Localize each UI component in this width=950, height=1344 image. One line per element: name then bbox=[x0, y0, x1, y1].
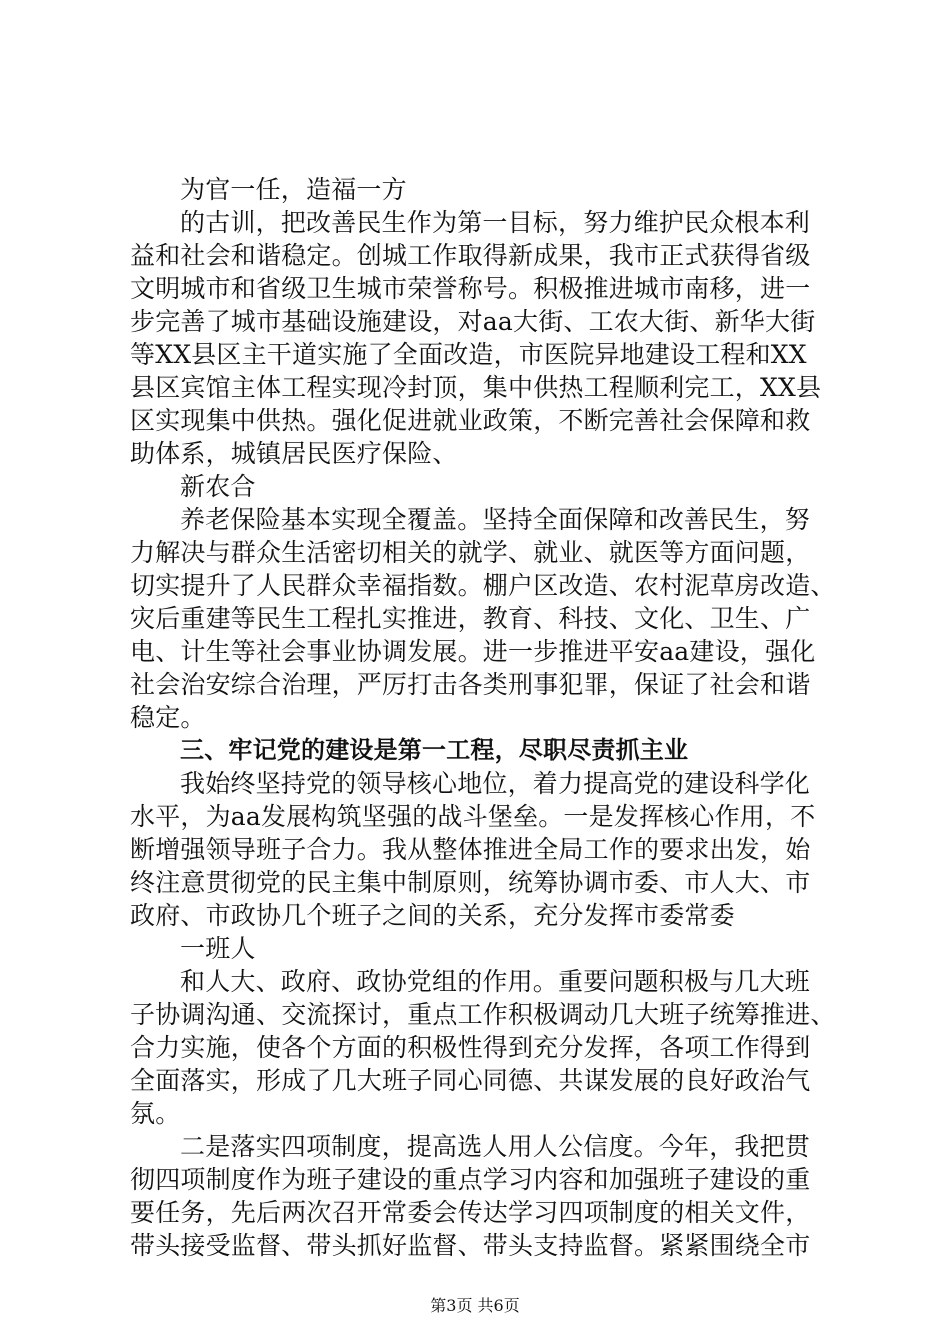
text-line: 彻四项制度作为班子建设的重点学习内容和加强班子建设的重 bbox=[130, 1165, 811, 1194]
text-line: 一班人 bbox=[180, 934, 256, 963]
text-line: 和人大、政府、政协党组的作用。重要问题积极与几大班 bbox=[180, 967, 811, 996]
text-line: 等XX县区主干道实施了全面改造，市医院异地建设工程和XX bbox=[130, 340, 807, 369]
text-line: 子协调沟通、交流探讨，重点工作积极调动几大班子统筹推进、 bbox=[130, 1000, 836, 1029]
page-number: 第3页 共6页 bbox=[430, 1296, 520, 1315]
text-line: 二是落实四项制度，提高选人用人公信度。今年，我把贯 bbox=[180, 1132, 811, 1161]
text-line: 灾后重建等民生工程扎实推进，教育、科技、文化、卫生、广 bbox=[130, 604, 811, 633]
text-line: 社会治安综合治理，严厉打击各类刑事犯罪，保证了社会和谐 bbox=[130, 670, 811, 699]
text-line: 氛。 bbox=[130, 1099, 181, 1128]
text-line: 县区宾馆主体工程实现冷封顶，集中供热工程顺利完工，XX县 bbox=[130, 373, 822, 402]
text-line: 助体系，城镇居民医疗保险、 bbox=[130, 439, 458, 468]
text-line: 要任务，先后两次召开常委会传达学习四项制度的相关文件， bbox=[130, 1198, 811, 1227]
text-line: 区实现集中供热。强化促进就业政策，不断完善社会保障和救 bbox=[130, 406, 811, 435]
text-line: 为官一任，造福一方 bbox=[180, 175, 407, 204]
text-line: 终注意贯彻党的民主集中制原则，统筹协调市委、市人大、市 bbox=[130, 868, 811, 897]
text-line: 步完善了城市基础设施建设，对aa大街、工农大街、新华大街 bbox=[130, 307, 816, 336]
text-line: 切实提升了人民群众幸福指数。棚户区改造、农村泥草房改造、 bbox=[130, 571, 836, 600]
text-line: 稳定。 bbox=[130, 703, 206, 732]
text-line: 新农合 bbox=[180, 472, 256, 501]
text-line: 全面落实，形成了几大班子同心同德、共谋发展的良好政治气 bbox=[130, 1066, 811, 1095]
section-heading: 三、牢记党的建设是第一工程，尽职尽责抓主业 bbox=[180, 736, 689, 764]
text-line: 益和社会和谐稳定。创城工作取得新成果，我市正式获得省级 bbox=[130, 241, 811, 270]
text-line: 养老保险基本实现全覆盖。坚持全面保障和改善民生，努 bbox=[180, 505, 811, 534]
text-line: 我始终坚持党的领导核心地位，着力提高党的建设科学化 bbox=[180, 769, 811, 798]
text-line: 的古训，把改善民生作为第一目标，努力维护民众根本利 bbox=[180, 208, 811, 237]
text-line: 政府、市政协几个班子之间的关系，充分发挥市委常委 bbox=[130, 901, 735, 930]
text-line: 断增强领导班子合力。我从整体推进全局工作的要求出发，始 bbox=[130, 835, 811, 864]
text-line: 力解决与群众生活密切相关的就学、就业、就医等方面问题， bbox=[130, 538, 811, 567]
text-line: 带头接受监督、带头抓好监督、带头支持监督。紧紧围绕全市 bbox=[130, 1231, 811, 1260]
text-line: 合力实施，使各个方面的积极性得到充分发挥，各项工作得到 bbox=[130, 1033, 811, 1062]
text-line: 文明城市和省级卫生城市荣誉称号。积极推进城市南移，进一 bbox=[130, 274, 811, 303]
text-line: 电、计生等社会事业协调发展。进一步推进平安aa建设，强化 bbox=[130, 637, 816, 666]
text-line: 水平，为aa发展构筑坚强的战斗堡垒。一是发挥核心作用，不 bbox=[130, 802, 816, 831]
